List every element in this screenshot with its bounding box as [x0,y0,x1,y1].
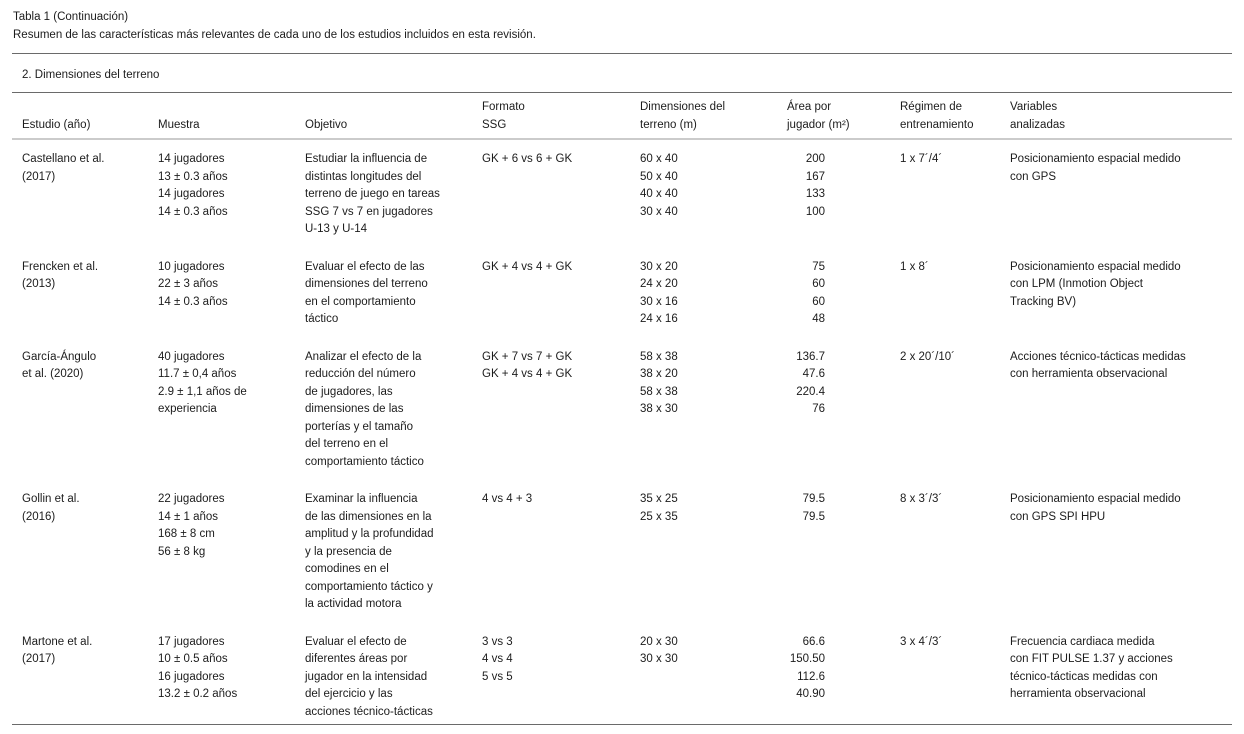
cell-area-line: 40.90 [796,688,825,700]
cell-regimen-line: 2 x 20´/10´ [900,350,955,363]
cell-estudio-line: Gollin et al. [22,493,80,505]
cell-dimensiones-line: 24 x 16 [640,313,678,325]
cell-area-line: 79.5 [802,510,825,523]
cell-formato [482,259,640,329]
cell-objetivo-line: Evaluar el efecto de [305,635,407,648]
cell-variables [1010,151,1222,239]
cell-formato-line: GK + 7 vs 7 + GK [482,350,573,363]
cell-objetivo-line: distintas longitudes del [305,170,422,183]
column-header-area [787,99,900,134]
cell-dimensiones-line: 50 x 40 [640,170,678,183]
cell-objetivo [305,259,482,329]
cell-objetivo-line: dimensiones del terreno [305,278,428,290]
cell-regimen-line: 3 x 4´/3´ [900,635,943,648]
horizontal-rule-bottom [12,724,1232,725]
column-header-objetivo-line: Objetivo [305,118,348,131]
cell-objetivo-line: de jugadores, las [305,385,393,398]
cell-regimen-line: 1 x 7´/4´ [900,153,943,165]
cell-objetivo-line: en el comportamiento [305,295,416,308]
cell-variables-line: Posicionamiento espacial medido [1010,493,1181,505]
cell-muestra [158,349,305,472]
cell-objetivo-line: dimensiones de las [305,403,404,415]
cell-objetivo-line: reducción del número [305,368,416,380]
cell-dimensiones-line: 38 x 30 [640,403,678,415]
column-header-formato [482,99,640,134]
cell-objetivo-line: Examinar la influencia [305,493,418,505]
cell-objetivo-line: Estudiar la influencia de [305,153,428,165]
cell-objetivo-line: táctico [305,313,339,325]
cell-variables [1010,491,1222,614]
column-header-dimensiones [640,99,787,134]
cell-estudio [22,634,158,722]
cell-dimensiones-line: 30 x 16 [640,295,678,308]
cell-estudio [22,349,158,472]
cell-area-line: 150.50 [789,653,825,665]
cell-objetivo [305,151,482,239]
cell-formato-line: GK + 4 vs 4 + GK [482,260,573,273]
cell-formato [482,151,640,239]
column-header-objetivo [305,117,482,135]
cell-variables-line: con GPS SPI HPU [1010,510,1106,523]
cell-estudio [22,151,158,239]
cell-area-line: 200 [805,153,825,165]
cell-area-line: 75 [812,260,825,273]
cell-objetivo-line: de las dimensiones en la [305,510,432,523]
cell-estudio-line: (2013) [22,278,56,290]
cell-variables-line: Frecuencia cardiaca medida [1010,635,1155,648]
column-header-variables [1010,99,1222,134]
cell-objetivo-line: comportamiento táctico [305,455,424,468]
column-header-area-line: jugador (m²) [787,118,850,131]
cell-variables-line: Posicionamiento espacial medido [1010,153,1181,165]
cell-muestra-line: experiencia [158,403,217,415]
cell-formato-line: GK + 6 vs 6 + GK [482,153,573,165]
table-title: Tabla 1 (Continuación) [13,11,129,23]
cell-estudio [22,491,158,614]
cell-objetivo [305,349,482,472]
column-header-regimen [900,99,1010,134]
cell-dimensiones [640,634,787,722]
column-header-area-line: Área por [787,101,832,113]
cell-area-line: 60 [812,278,825,290]
cell-muestra-line: 168 ± 8 cm [158,528,215,540]
cell-muestra-line: 22 ± 3 años [158,278,219,290]
cell-variables-line: con GPS [1010,170,1057,183]
cell-muestra-line: 14 ± 0.3 años [158,205,228,218]
column-header-estudio [22,117,158,135]
cell-dimensiones-line: 60 x 40 [640,153,678,165]
column-header-dimensiones-line: Dimensiones del [640,101,726,113]
column-header-regimen-line: Régimen de [900,101,963,113]
cell-dimensiones-line: 24 x 20 [640,278,678,290]
cell-estudio-line: Frencken et al. [22,260,99,273]
cell-objetivo [305,634,482,722]
cell-area [787,491,900,614]
table-caption: Resumen de las características más relevantes de cada uno de los estudios incluidos en esta revisión. [13,29,536,41]
cell-objetivo-line: Analizar el efecto de la [305,350,422,363]
table-heading-block [13,8,1232,44]
cell-objetivo-line: U-13 y U-14 [305,223,367,235]
cell-muestra-line: 56 ± 8 kg [158,545,206,558]
cell-formato-line: 5 vs 5 [482,670,513,683]
cell-variables-line: herramienta observacional [1010,688,1146,700]
table-header-row [12,93,1232,138]
cell-objetivo-line: diferentes áreas por [305,653,408,665]
table-row [22,349,1232,472]
cell-formato [482,349,640,472]
table-row [22,491,1232,614]
cell-area [787,151,900,239]
cell-area-line: 47.6 [802,368,825,380]
column-header-variables-line: analizadas [1010,118,1065,131]
cell-muestra-line: 11.7 ± 0,4 años [158,368,237,380]
cell-dimensiones-line: 20 x 30 [640,635,678,648]
cell-formato [482,491,640,614]
cell-variables-line: técnico-tácticas medidas con [1010,670,1158,683]
cell-area-line: 100 [805,205,825,218]
cell-estudio-line: (2017) [22,170,56,183]
cell-dimensiones-line: 30 x 20 [640,260,678,273]
cell-variables-line: con LPM (Inmotion Object [1010,278,1143,290]
cell-muestra-line: 14 jugadores [158,153,225,165]
cell-regimen [900,634,1010,722]
cell-muestra-line: 40 jugadores [158,350,225,363]
cell-muestra-line: 13.2 ± 0.2 años [158,688,238,700]
cell-estudio-line: et al. (2020) [22,368,84,380]
cell-area [787,634,900,722]
cell-estudio [22,259,158,329]
cell-variables-line: con herramienta observacional [1010,368,1168,380]
cell-objetivo-line: la actividad motora [305,598,402,610]
cell-muestra-line: 14 ± 0.3 años [158,295,228,308]
cell-objetivo-line: Evaluar el efecto de las [305,260,425,273]
cell-muestra-line: 16 jugadores [158,670,225,683]
cell-area-line: 76 [812,403,825,415]
cell-estudio-line: (2017) [22,653,56,665]
cell-objetivo-line: terreno de juego en tareas [305,188,440,200]
cell-muestra [158,491,305,614]
cell-muestra-line: 10 ± 0.5 años [158,653,228,665]
cell-muestra-line: 10 jugadores [158,260,225,273]
cell-formato [482,634,640,722]
cell-objetivo-line: SSG 7 vs 7 en jugadores [305,205,433,218]
cell-variables-line: Posicionamiento espacial medido [1010,260,1181,273]
cell-dimensiones-line: 40 x 40 [640,188,678,200]
column-header-formato-line: SSG [482,118,507,131]
column-header-dimensiones-line: terreno (m) [640,118,697,131]
cell-estudio-line: (2016) [22,510,56,523]
cell-objetivo [305,491,482,614]
cell-area-line: 133 [805,188,825,200]
cell-area-line: 136.7 [796,350,825,363]
cell-estudio-line: Martone et al. [22,635,93,648]
cell-estudio-line: Castellano et al. [22,153,105,165]
table-section-label: 2. Dimensiones del terreno [22,69,160,81]
cell-dimensiones-line: 58 x 38 [640,350,678,363]
cell-muestra-line: 22 jugadores [158,493,225,505]
cell-area [787,349,900,472]
cell-muestra-line: 13 ± 0.3 años [158,170,228,183]
cell-objetivo-line: comportamiento táctico y [305,580,433,593]
column-header-variables-line: Variables [1010,101,1058,113]
cell-dimensiones [640,349,787,472]
table-row [22,259,1232,329]
cell-muestra [158,634,305,722]
cell-area-line: 167 [805,170,825,183]
cell-variables-line: Acciones técnico-tácticas medidas [1010,350,1186,363]
cell-area-line: 66.6 [802,635,825,648]
cell-muestra-line: 2.9 ± 1,1 años de [158,385,247,398]
cell-variables-line: Tracking BV) [1010,295,1077,308]
cell-area [787,259,900,329]
cell-dimensiones [640,151,787,239]
cell-muestra [158,259,305,329]
cell-objetivo-line: acciones técnico-tácticas [305,705,433,718]
cell-dimensiones-line: 25 x 35 [640,510,678,523]
cell-objetivo-line: y la presencia de [305,545,392,558]
cell-variables [1010,259,1222,329]
cell-estudio-line: García-Ángulo [22,350,97,363]
cell-dimensiones-line: 30 x 30 [640,653,678,665]
cell-dimensiones-line: 58 x 38 [640,385,678,398]
column-header-muestra-line: Muestra [158,118,200,131]
column-header-muestra [158,117,305,135]
cell-regimen [900,151,1010,239]
cell-regimen [900,349,1010,472]
cell-variables [1010,349,1222,472]
cell-variables-line: con FIT PULSE 1.37 y acciones [1010,653,1173,665]
cell-objetivo-line: jugador en la intensidad [305,670,428,683]
cell-area-line: 79.5 [802,493,825,505]
cell-area-line: 48 [812,313,825,325]
cell-muestra-line: 14 ± 1 años [158,510,219,523]
table-body [12,140,1232,721]
cell-dimensiones-line: 35 x 25 [640,493,678,505]
table-row [22,151,1232,239]
cell-area-line: 60 [812,295,825,308]
cell-muestra-line: 17 jugadores [158,635,225,648]
cell-formato-line: 4 vs 4 + 3 [482,493,533,505]
cell-regimen-line: 8 x 3´/3´ [900,493,943,505]
cell-variables [1010,634,1222,722]
cell-regimen [900,491,1010,614]
cell-objetivo-line: comodines en el [305,563,389,575]
cell-regimen [900,259,1010,329]
cell-objetivo-line: amplitud y la profundidad [305,528,434,540]
cell-dimensiones-line: 30 x 40 [640,205,678,218]
cell-dimensiones [640,259,787,329]
cell-objetivo-line: del terreno en el [305,438,389,450]
cell-objetivo-line: del ejercicio y las [305,688,393,700]
table-row [22,634,1232,722]
cell-formato-line: 3 vs 3 [482,635,513,648]
cell-formato-line: GK + 4 vs 4 + GK [482,368,573,380]
cell-objetivo-line: porterías y el tamaño [305,420,414,433]
cell-muestra-line: 14 jugadores [158,188,225,200]
cell-area-line: 112.6 [797,670,825,683]
column-header-estudio-line: Estudio (año) [22,118,91,131]
cell-dimensiones-line: 38 x 20 [640,368,678,380]
column-header-regimen-line: entrenamiento [900,118,974,131]
cell-dimensiones [640,491,787,614]
cell-formato-line: 4 vs 4 [482,653,513,665]
cell-area-line: 220.4 [796,385,825,398]
column-header-formato-line: Formato [482,101,525,113]
cell-muestra [158,151,305,239]
cell-regimen-line: 1 x 8´ [900,260,929,273]
